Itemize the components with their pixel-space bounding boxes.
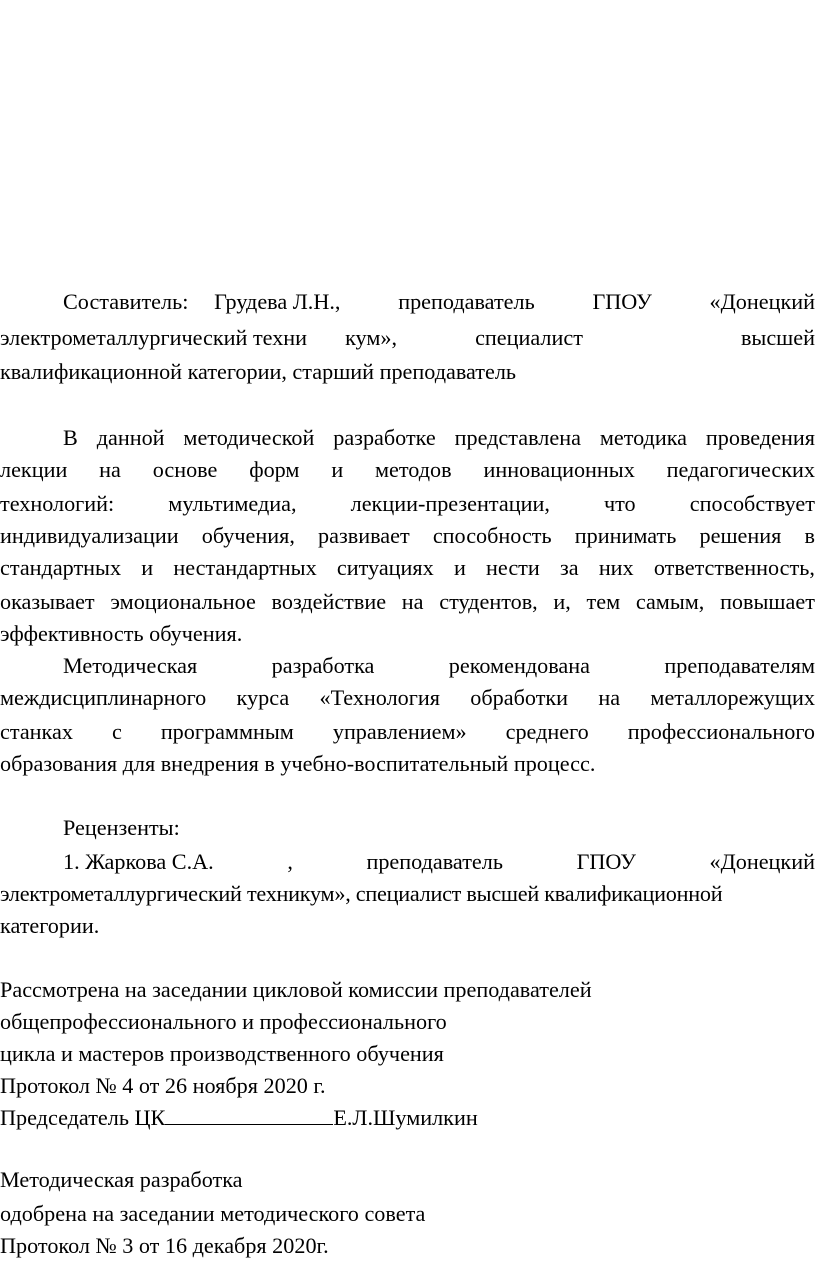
compiler-line-3: квалификационной категории, старший преподаватель: [0, 359, 517, 384]
commission-protocol: Протокол № 4 от 26 ноября 2020 г.: [0, 1073, 326, 1098]
chair-name: Е.Л.Шумилкин: [333, 1105, 478, 1130]
word: способность: [432, 523, 552, 548]
word: на: [598, 685, 621, 710]
word: стандартных: [0, 555, 122, 580]
description-line: [0, 552, 815, 584]
word: инновационных: [483, 457, 635, 482]
description-line: [0, 520, 815, 552]
compiler-line-1: [63, 286, 815, 318]
word: методов: [375, 457, 452, 482]
compiler-line-2: [0, 322, 815, 354]
word: нести: [486, 555, 540, 580]
word: среднего: [505, 719, 589, 744]
description-line: образования для внедрения в учебно-воспитательный процесс.: [0, 751, 596, 776]
word: программным: [160, 719, 294, 744]
word: мультимедиа,: [168, 491, 297, 516]
approval-line-1: Методическая разработка: [0, 1167, 243, 1192]
word: них: [598, 555, 634, 580]
word: разработке: [333, 425, 436, 450]
approval-protocol: Протокол № 3 от 16 декабря 2020г.: [0, 1233, 329, 1258]
word: оказывает: [0, 589, 95, 614]
word: профессионального: [627, 719, 815, 744]
word: Составитель:: [63, 289, 189, 314]
word: преподаватель: [398, 289, 535, 314]
word: обработки: [470, 685, 569, 710]
commission-chair: [0, 1102, 815, 1134]
word: методика: [599, 425, 688, 450]
word: студентов,: [439, 589, 538, 614]
word: междисциплинарного: [0, 685, 207, 710]
word: принимать: [574, 523, 677, 548]
reviewers-heading: Рецензенты:: [63, 815, 180, 840]
description-line: эффективность обучения.: [0, 621, 243, 646]
word: форм: [249, 457, 300, 482]
word: повышает: [720, 589, 815, 614]
word: высшей: [740, 325, 815, 350]
word: ГПОУ: [592, 289, 652, 314]
reviewer-line-3: категории.: [0, 913, 100, 938]
word: «Донецкий: [709, 849, 815, 874]
description-line: [0, 682, 815, 714]
commission-line-2: общепрофессионального и профессионального: [0, 1009, 447, 1034]
word: ответственность,: [653, 555, 815, 580]
word: и,: [553, 589, 571, 614]
word: рекомендована: [448, 653, 590, 678]
word: тем: [586, 589, 621, 614]
word: разработка: [271, 653, 375, 678]
description-line: [63, 650, 815, 682]
word: кум»,: [345, 325, 398, 350]
word: эмоциональное: [110, 589, 256, 614]
word: на: [99, 457, 121, 482]
signature-line: [165, 1102, 333, 1125]
word: методической: [183, 425, 315, 450]
description-line: [63, 422, 815, 454]
word: с: [111, 719, 122, 744]
word: что: [603, 491, 636, 516]
reviewer-line-2: электрометаллургический техникум», специалист высшей квалификационной: [0, 881, 723, 906]
description-line: [0, 454, 815, 486]
word: основе: [152, 457, 218, 482]
word: Методическая: [63, 653, 198, 678]
word: курса: [236, 685, 290, 710]
description-line: [0, 716, 815, 748]
word: проведения: [705, 425, 815, 450]
word: лекции: [0, 457, 68, 482]
word: 1. Жаркова С.А.: [63, 849, 214, 874]
description-line: [0, 488, 815, 520]
word: электрометаллургический техни: [0, 325, 308, 350]
word: металлорежущих: [650, 685, 815, 710]
word: индивидуализации: [0, 523, 179, 548]
word: воздействие: [271, 589, 387, 614]
word: педагогических: [666, 457, 815, 482]
word: преподаватель: [366, 849, 503, 874]
word: за: [559, 555, 579, 580]
word: специалист: [475, 325, 583, 350]
word: самым,: [635, 589, 705, 614]
word: станках: [0, 719, 73, 744]
word: на: [401, 589, 424, 614]
chair-label: Председатель ЦК: [0, 1105, 166, 1130]
word: и: [453, 555, 466, 580]
reviewer-line-1: [63, 846, 815, 878]
word: нестандартных: [173, 555, 317, 580]
word: Грудева Л.Н.,: [214, 289, 341, 314]
description-line: [0, 586, 815, 618]
commission-line-1: Рассмотрена на заседании цикловой комиссии преподавателей: [0, 977, 592, 1002]
commission-line-3: цикла и мастеров производственного обучения: [0, 1041, 444, 1066]
word: ситуациях: [336, 555, 434, 580]
word: преподавателям: [664, 653, 815, 678]
word: и: [141, 555, 154, 580]
word: в: [804, 523, 815, 548]
word: развивает: [318, 523, 410, 548]
word: данной: [96, 425, 165, 450]
word: В: [63, 425, 78, 450]
word: технологий:: [0, 491, 115, 516]
word: обучения,: [201, 523, 295, 548]
word: «Технология: [319, 685, 440, 710]
word: «Донецкий: [709, 289, 815, 314]
word: представлена: [454, 425, 581, 450]
word: лекции-презентации,: [350, 491, 550, 516]
word: ,: [287, 849, 293, 874]
word: решения: [699, 523, 782, 548]
word: управлением»: [332, 719, 467, 744]
word: способствует: [689, 491, 815, 516]
approval-line-2: одобрена на заседании методического совета: [0, 1201, 426, 1226]
word: ГПОУ: [576, 849, 636, 874]
word: и: [331, 457, 344, 482]
